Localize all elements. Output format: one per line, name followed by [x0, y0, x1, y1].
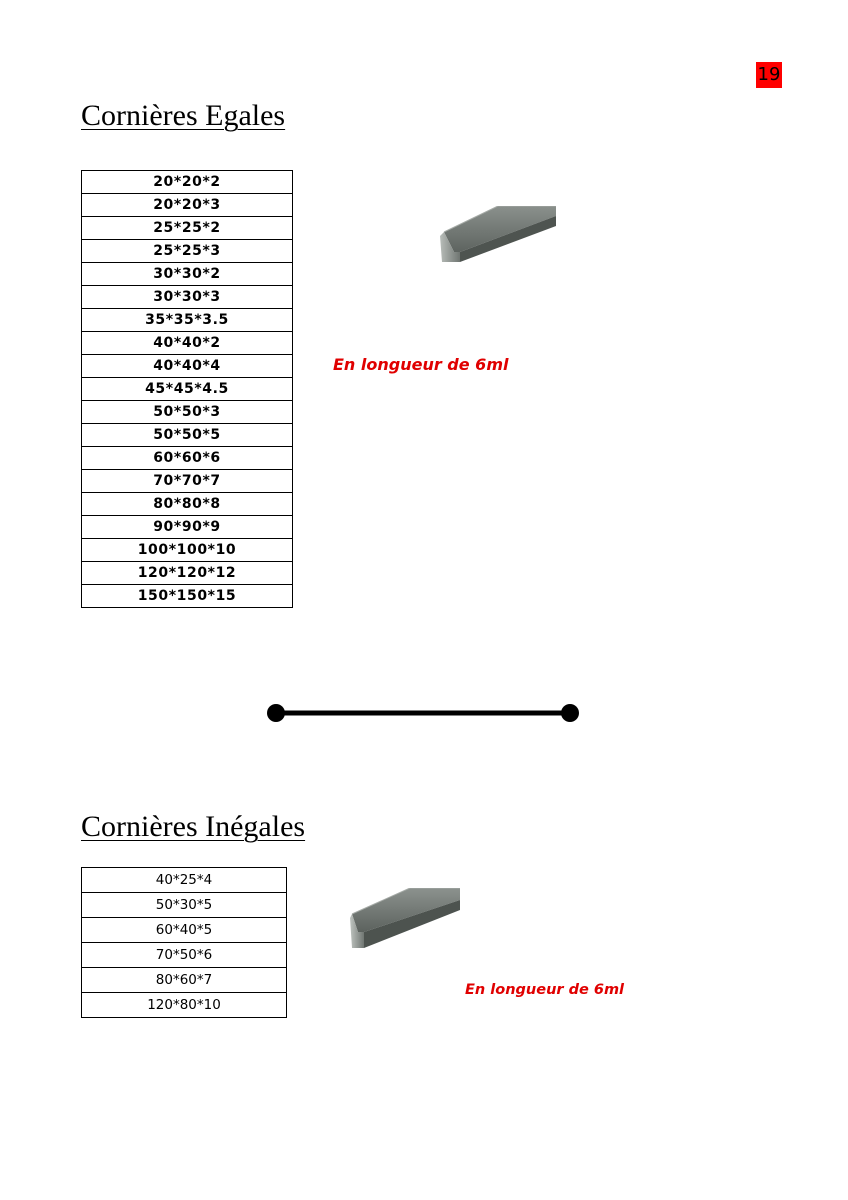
table-cell: 120*120*12 — [82, 562, 293, 585]
table-cell: 40*25*4 — [82, 868, 287, 893]
table-row — [82, 993, 287, 1018]
table-cell: 90*90*9 — [82, 516, 293, 539]
table-row — [82, 585, 293, 608]
table-row — [82, 240, 293, 263]
table-row — [82, 171, 293, 194]
table-cell: 80*60*7 — [82, 968, 287, 993]
divider-line-icon — [265, 700, 581, 726]
table-row — [82, 217, 293, 240]
table-row — [82, 493, 293, 516]
table-cell: 40*40*4 — [82, 355, 293, 378]
table-row — [82, 539, 293, 562]
table-cell: 25*25*2 — [82, 217, 293, 240]
table-cell: 40*40*2 — [82, 332, 293, 355]
table-cell: 50*50*3 — [82, 401, 293, 424]
table-row — [82, 968, 287, 993]
table-row — [82, 355, 293, 378]
table-cell: 120*80*10 — [82, 993, 287, 1018]
table-row — [82, 470, 293, 493]
table-cell: 30*30*2 — [82, 263, 293, 286]
table-cell: 25*25*3 — [82, 240, 293, 263]
table-row — [82, 332, 293, 355]
page-number: 19 — [756, 62, 782, 88]
table-row — [82, 893, 287, 918]
table-row — [82, 943, 287, 968]
table-cell: 20*20*3 — [82, 194, 293, 217]
table-row — [82, 378, 293, 401]
length-note: En longueur de 6ml — [465, 982, 625, 998]
table-cell: 45*45*4.5 — [82, 378, 293, 401]
section-title-egales: Cornières Egales — [81, 99, 286, 132]
table-cell: 70*50*6 — [82, 943, 287, 968]
table-cell: 60*60*6 — [82, 447, 293, 470]
table-row — [82, 263, 293, 286]
table-cell: 70*70*7 — [82, 470, 293, 493]
table-cell: 60*40*5 — [82, 918, 287, 943]
table-cell: 80*80*8 — [82, 493, 293, 516]
table-cell: 35*35*3.5 — [82, 309, 293, 332]
table-cell: 150*150*15 — [82, 585, 293, 608]
table-row — [82, 868, 287, 893]
table-inegales — [81, 867, 287, 1018]
table-cell: 20*20*2 — [82, 171, 293, 194]
table-row — [82, 424, 293, 447]
steel-angle-icon — [440, 206, 558, 266]
steel-angle-icon — [350, 888, 462, 950]
table-egales — [81, 170, 293, 608]
table-cell: 100*100*10 — [82, 539, 293, 562]
table-row — [82, 401, 293, 424]
table-row — [82, 447, 293, 470]
section-title-inegales: Cornières Inégales — [81, 810, 306, 843]
table-cell: 50*30*5 — [82, 893, 287, 918]
table-row — [82, 194, 293, 217]
table-row — [82, 516, 293, 539]
table-cell: 50*50*5 — [82, 424, 293, 447]
table-cell: 30*30*3 — [82, 286, 293, 309]
table-row — [82, 562, 293, 585]
table-row — [82, 309, 293, 332]
length-note: En longueur de 6ml — [333, 355, 509, 374]
table-row — [82, 286, 293, 309]
table-row — [82, 918, 287, 943]
